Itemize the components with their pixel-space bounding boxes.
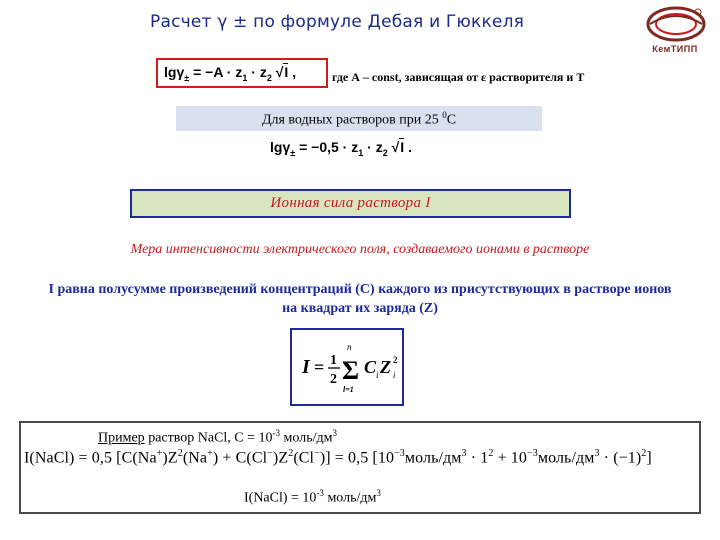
calc-sup: +	[207, 448, 213, 459]
formula3-z: Z	[380, 357, 391, 377]
water-label-unit: С	[446, 112, 457, 128]
kemtipp-logo-icon	[636, 2, 716, 64]
formula2-mid: · z	[363, 139, 383, 155]
formula1-lhs-sub: ±	[184, 72, 190, 83]
formula3-c: C	[364, 357, 377, 377]
calc-part: I(NaCl) = 0,5 [C(Na	[24, 449, 157, 467]
calc-sup: 3	[461, 448, 467, 459]
calc-part: + 10	[493, 449, 527, 467]
calc-sup: 3	[594, 448, 600, 459]
formula3-eq: =	[314, 357, 325, 377]
ionic-strength-title: Ионная сила раствора I	[270, 195, 431, 211]
example-text: раствор NaCl, С = 10	[144, 430, 273, 446]
formula1-sqrt: I	[284, 64, 289, 80]
formula1-z2: 2	[266, 72, 272, 83]
formula2-lhs: lgγ	[270, 139, 291, 155]
result-unit: моль/дм	[323, 490, 377, 506]
water-formula: $\lg\gamma_\pm = -0,5 \cdot z_1 \cdot z_2$ √I .	[270, 139, 412, 158]
calc-sup: −	[267, 448, 273, 459]
calc-part: моль/дм	[537, 449, 595, 467]
formula1-mid: · z	[247, 64, 267, 80]
result-exp: -3	[316, 488, 324, 498]
example-result	[244, 488, 381, 507]
example-label: Пример	[98, 430, 145, 446]
calc-part: · (−1)	[599, 449, 642, 467]
formula2-rhs: = −0,5 · z	[295, 139, 359, 155]
formula3-num: 1	[330, 353, 337, 368]
formula2-z2: 2	[382, 147, 388, 158]
formula3-zexp: 2	[393, 355, 398, 365]
calc-part: · 1	[466, 449, 489, 467]
formula3-lhs: I	[302, 356, 310, 378]
calc-sup: 2	[288, 448, 294, 459]
example-unit-exp: 3	[332, 428, 337, 438]
example-exp: -3	[272, 428, 281, 438]
formula3-lower: l=1	[343, 385, 354, 394]
calc-sup: +	[156, 448, 163, 459]
example-calculation	[24, 448, 652, 467]
example-unit: моль/дм	[280, 430, 333, 446]
formula1-z1: 1	[242, 72, 248, 83]
calc-part: (Cl	[293, 449, 315, 467]
calc-sup: 2	[641, 448, 647, 459]
calc-sup: 2	[488, 448, 494, 459]
calc-part: моль/дм	[404, 449, 462, 467]
water-solutions-label	[176, 110, 542, 129]
formula3-den: 2	[330, 372, 337, 387]
result-unit-exp: 3	[376, 488, 381, 498]
water-label-text: Для водных растворов при 25	[261, 112, 443, 128]
calc-sup: −	[314, 448, 320, 459]
water-label-sup: 0	[442, 110, 447, 120]
calc-part: )Z	[162, 449, 178, 467]
formula2-sqrt: I	[400, 139, 405, 155]
sigma-icon: Σ	[342, 356, 359, 385]
calc-part: (Na	[182, 449, 208, 467]
formula1-lhs: lgγ	[164, 64, 185, 80]
ionic-strength-formula	[290, 328, 404, 406]
formula1-rhs: = −A · z	[189, 64, 243, 80]
formula3-upper: n	[347, 342, 352, 352]
formula2-end: .	[404, 139, 412, 155]
debye-huckel-formula: $\lg\gamma_\pm = -A \cdot z_1 \cdot z_2$ √I ,	[164, 64, 297, 83]
definition-text: I равна полусумме произведений концентраций (С) каждого из присутствующих в растворе ионов на квадрат их заряда (Z)	[48, 282, 672, 316]
calc-part: )] = 0,5 [10	[319, 449, 395, 467]
logo-text: КемТИПП	[652, 44, 698, 54]
formula1-end: ,	[288, 64, 297, 80]
calc-part: ]	[646, 449, 652, 467]
calc-sup: 2	[177, 448, 183, 459]
formula3-ci: i	[376, 370, 379, 380]
formula2-z1: 1	[358, 147, 364, 158]
calc-sup: −3	[527, 448, 538, 459]
formula3-zi: i	[393, 370, 396, 380]
calc-part: ) + C(Cl	[212, 449, 268, 467]
formula1-note: где А – const, зависящая от ε растворителя и Т	[332, 70, 585, 84]
example-heading	[98, 428, 337, 447]
calc-part: )Z	[272, 449, 289, 467]
measure-description: Мера интенсивности электрического поля, создаваемого ионами в растворе	[130, 242, 590, 257]
page-title: Расчет γ ± по формуле Дебая и Гюккеля	[150, 12, 525, 32]
result-text: I(NaCl) = 10	[244, 490, 317, 506]
calc-sup: −3	[394, 448, 405, 459]
formula2-lhs-sub: ±	[290, 147, 296, 158]
